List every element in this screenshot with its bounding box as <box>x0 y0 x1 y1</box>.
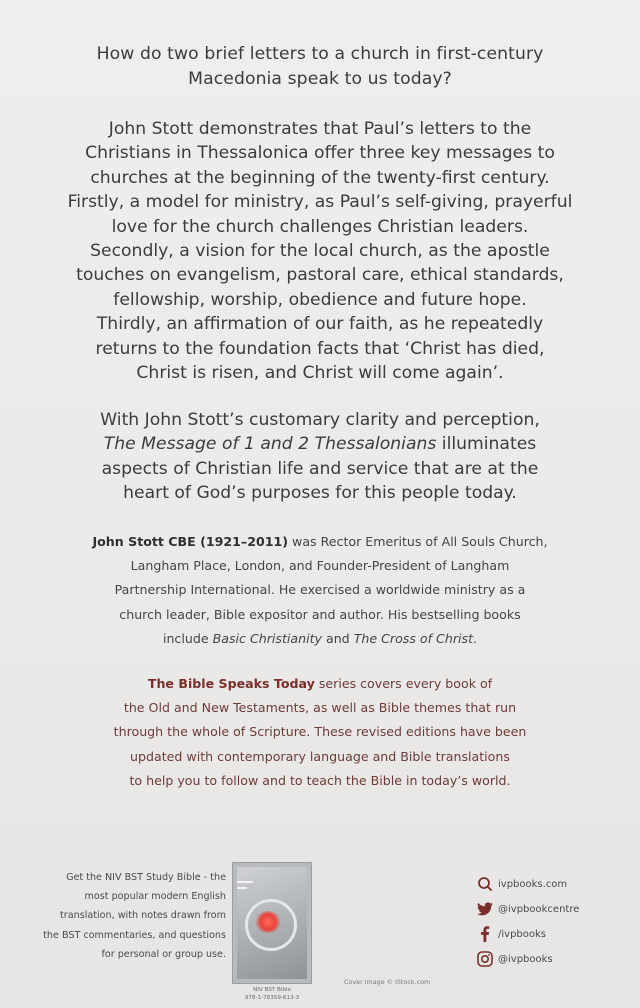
book-caption-title: NIV BST Bible <box>253 987 291 993</box>
twitter-icon <box>476 900 494 918</box>
description-paragraph <box>40 117 600 385</box>
cover-title-mark <box>237 881 253 883</box>
description-line: Thirdly, an affirmation of our faith, as he repeatedly <box>96 314 544 335</box>
social-links <box>476 872 626 972</box>
description-line: fellowship, worship, obedience and future hope. <box>113 289 527 310</box>
promo-line: Get the NIV BST Study Bible - the <box>66 872 226 883</box>
instagram-icon <box>476 950 494 968</box>
social-facebook[interactable] <box>476 922 626 946</box>
bio-line <box>60 530 580 554</box>
description-line: Secondly, a vision for the local church, as the apostle <box>90 241 550 262</box>
cover-credit: Cover image © iStock.com <box>344 978 431 986</box>
social-instagram[interactable] <box>476 947 626 971</box>
closing-line: With John Stott’s customary clarity and perception, <box>100 410 540 430</box>
book-title: The Cross of Christ <box>353 630 474 646</box>
description-line: Christians in Thessalonica offer three key messages to <box>85 143 555 164</box>
facebook-icon <box>476 925 494 943</box>
series-name: The Bible Speaks Today <box>147 676 315 691</box>
intro-line: How do two brief letters to a church in first-century <box>96 44 544 64</box>
series-line: through the whole of Scripture. These revised editions have been <box>113 724 527 740</box>
promo-line: most popular modern English <box>84 891 226 903</box>
series-description <box>60 672 580 793</box>
series-line <box>60 672 580 696</box>
social-text: @ivpbookcentre <box>498 903 580 915</box>
social-twitter[interactable] <box>476 897 626 921</box>
description-line: Firstly, a model for ministry, as Paul’s self-giving, prayerful <box>67 192 573 213</box>
description-line: John Stott demonstrates that Paul’s letters to the <box>108 119 532 139</box>
book-caption-isbn: 978-1-78359-613-3 <box>244 995 300 1001</box>
promo-line: translation, with notes drawn from <box>60 910 226 922</box>
series-text: series covers every book of <box>314 676 493 691</box>
bio-text: was Rector Emeritus of All Souls Church, <box>288 534 548 549</box>
social-text: ivpbooks.com <box>498 878 568 890</box>
social-website[interactable] <box>476 872 626 896</box>
promo-line: for personal or group use. <box>101 948 226 960</box>
series-line: updated with contemporary language and Bible translations <box>130 748 510 764</box>
closing-line: aspects of Christian life and service that are at the <box>101 458 539 479</box>
bio-line: church leader, Bible expositor and author. His bestselling books <box>119 606 521 622</box>
closing-line <box>40 432 600 456</box>
author-name: John Stott CBE (1921–2011) <box>92 534 289 549</box>
bio-text: include <box>162 630 213 646</box>
series-line: to help you to follow and to teach the Bible in today’s world. <box>129 772 511 788</box>
bio-text: and <box>321 630 354 646</box>
cover-title-mark <box>237 887 247 889</box>
bio-line: Langham Place, London, and Founder-President of Langham <box>130 558 510 574</box>
book-title: Basic Christianity <box>212 630 322 646</box>
promo-line: the BST commentaries, and questions <box>43 929 226 941</box>
intro-question <box>40 42 600 91</box>
description-line: love for the church challenges Christian leaders. <box>111 216 529 237</box>
social-text: /ivpbooks <box>498 928 546 940</box>
bio-text: . <box>473 630 478 646</box>
intro-line: Macedonia speak to us today? <box>188 68 452 89</box>
book-title: The Message of 1 and 2 Thessalonians <box>103 434 437 455</box>
closing-text: illuminates <box>436 434 537 455</box>
description-line: churches at the beginning of the twenty-first century. <box>90 167 550 188</box>
description-line: Christ is risen, and Christ will come again’. <box>136 363 504 384</box>
series-line: the Old and New Testaments, as well as Bible themes that run <box>123 700 517 716</box>
bio-line <box>60 627 580 651</box>
closing-paragraph <box>40 408 600 506</box>
bio-line: Partnership International. He exercised a worldwide ministry as a <box>114 582 526 598</box>
book-caption <box>232 986 312 1002</box>
study-bible-promo <box>22 868 226 964</box>
social-text: @ivpbooks <box>498 953 553 965</box>
author-bio <box>60 530 580 651</box>
study-bible-cover-image <box>232 862 312 984</box>
closing-line: heart of God’s purposes for this people today. <box>123 483 517 504</box>
description-line: returns to the foundation facts that ‘Christ has died, <box>95 338 545 359</box>
description-line: touches on evangelism, pastoral care, ethical standards, <box>76 265 564 286</box>
cover-flare-graphic <box>255 911 281 933</box>
search-icon <box>476 875 494 893</box>
